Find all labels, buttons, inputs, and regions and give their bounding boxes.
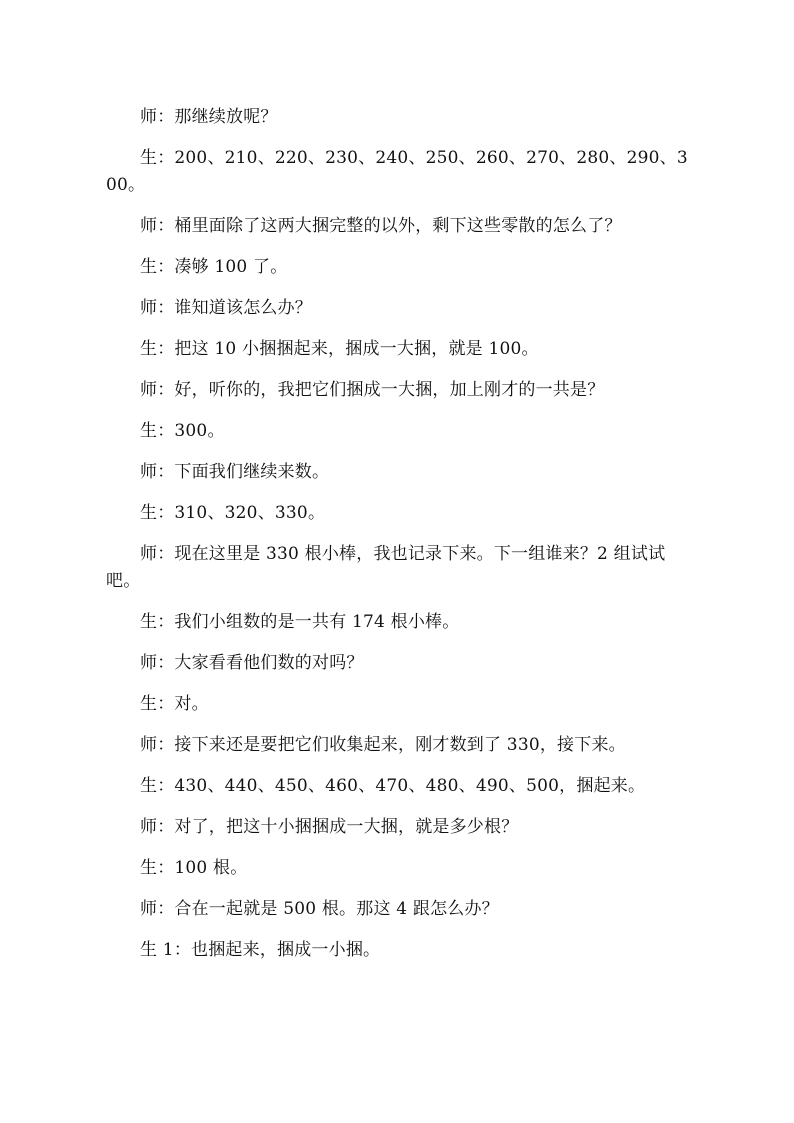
dialogue-line: 生：把这 10 小捆捆起来，捆成一大捆，就是 100。: [140, 339, 539, 359]
dialogue-line: 生：200、210、220、230、240、250、260、270、280、290、300。: [106, 148, 688, 195]
dialogue-line: 师：接下来还是要把它们收集起来，刚才数到了 330，接下来。: [140, 735, 626, 755]
dialogue-line: 生：对。: [140, 694, 209, 714]
dialogue-transcript: [106, 104, 690, 978]
dialogue-line: 师：下面我们继续来数。: [140, 462, 330, 482]
dialogue-line: 生：100 根。: [140, 858, 248, 878]
dialogue-line: 生：我们小组数的是一共有 174 根小棒。: [140, 612, 460, 632]
dialogue-line: 师：好，听你的，我把它们捆成一大捆，加上刚才的一共是？: [140, 380, 605, 400]
dialogue-line: 师：那继续放呢？: [140, 107, 278, 127]
dialogue-line: 师：大家看看他们数的对吗？: [140, 653, 364, 673]
dialogue-line: 师：合在一起就是 500 根。那这 4 跟怎么办？: [140, 899, 499, 919]
dialogue-line: 生：凑够 100 了。: [140, 257, 288, 277]
dialogue-line: 师：对了，把这十小捆捆成一大捆，就是多少根？: [140, 817, 519, 837]
dialogue-line: 师：桶里面除了这两大捆完整的以外，剩下这些零散的怎么了？: [140, 216, 622, 236]
dialogue-line: 生：310、320、330。: [140, 503, 326, 523]
dialogue-line: 师：谁知道该怎么办？: [140, 298, 312, 318]
dialogue-line: 生 1：也捆起来，捆成一小捆。: [140, 940, 381, 960]
dialogue-line: 生：300。: [140, 421, 225, 441]
dialogue-line: 生：430、440、450、460、470、480、490、500，捆起来。: [140, 776, 646, 796]
dialogue-line: 师：现在这里是 330 根小棒，我也记录下来。下一组谁来？2 组试试吧。: [106, 544, 666, 591]
